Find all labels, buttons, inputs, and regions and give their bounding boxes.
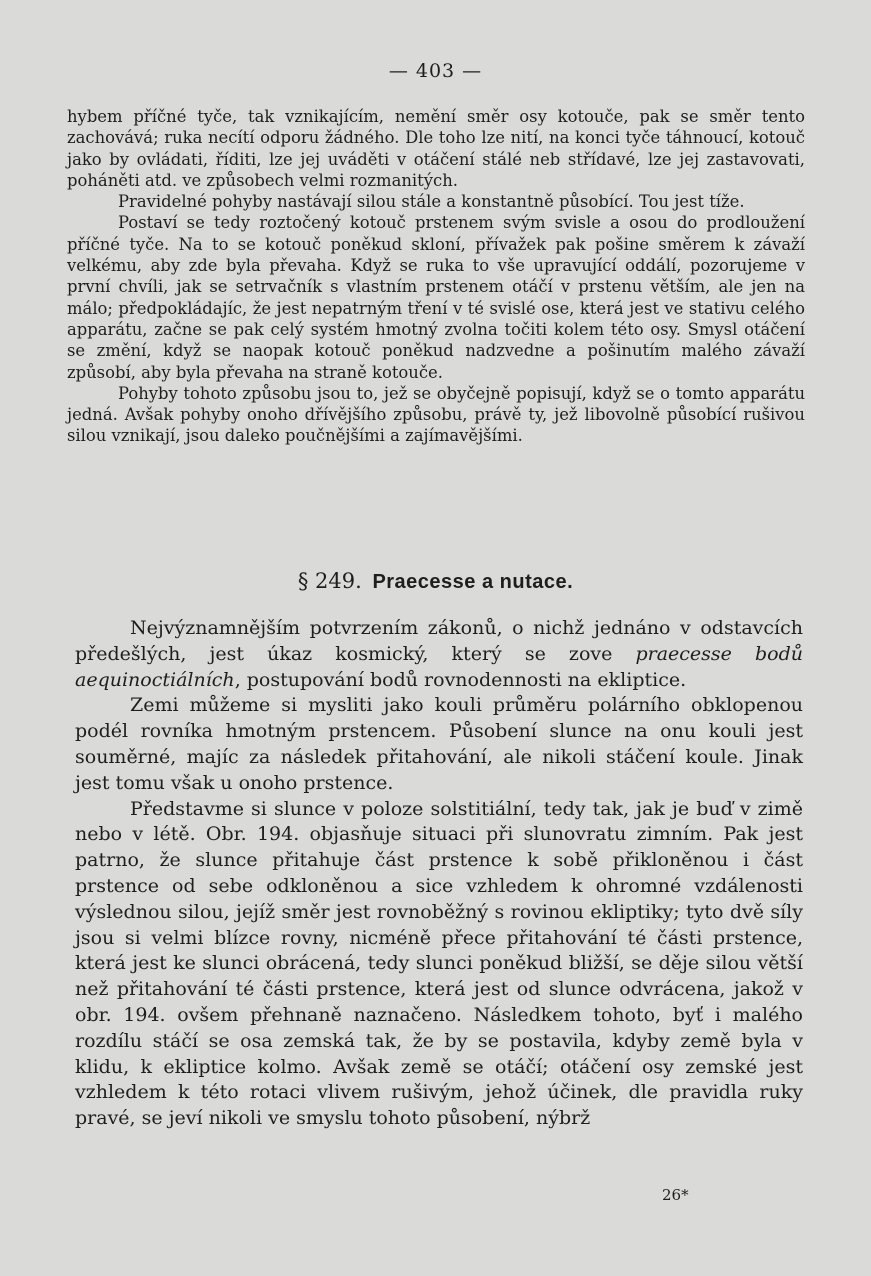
small-print-block xyxy=(67,106,805,447)
paragraph: Pohyby tohoto způsobu jsou to, jež se obyčejně popisují, když se o tomto apparátu jedná. Avšak pohyby onoho dřívějšího způsobu, právě ty, jež libovolně působící rušivou silou vznikají, jsou daleko poučnějšími a zajímavějšími. xyxy=(67,383,805,446)
text-run: , postupování bodů rovnodennosti na ekliptice. xyxy=(234,668,687,691)
paragraph: hybem příčné tyče, tak vznikajícím, nemění směr osy kotouče, pak se směr tento zachovává; ruka necítí odporu žádného. Dle toho lze nití, na konci tyče táhnoucí, kotouč jako by ovládati, říditi, lze jej uváděti v otáčení stálé neb střídavé, lze jej zastavovati, poháněti atd. ve způsobech velmi rozmanitých. xyxy=(67,107,805,190)
paragraph: Postaví se tedy roztočený kotouč prstenem svým svisle a osou do prodloužení příčné tyče. Na to se kotouč poněkud skloní, přívažek pak pošine směrem k závaží velkému, aby zde byla převaha. Když se ruka to vše upravující oddálí, pozorujeme v první chvíli, jak se setrvačník s vlastním prstenem otáčí v prstenu větším, ale jen na málo; předpokládajíc, že jest nepatrným tření v té svislé ose, která jest ve stativu celého apparátu, začne se pak celý systém hmotný zvolna točiti kolem této osy. Smysl otáčení se změní, když se naopak kotouč poněkud nadzvedne a pošinutím malého závaží způsobí, aby byla převaha na straně kotouče. xyxy=(67,213,805,382)
section-title: Praecesse a nutace. xyxy=(372,571,574,593)
page-number: — 403 — xyxy=(388,60,483,82)
section-number: § 249. xyxy=(297,569,362,593)
section-heading xyxy=(0,569,871,594)
paragraph: Zemi můžeme si mysliti jako kouli průměru polárního obklopenou podél rovníka hmotným prstencem. Působení slunce na onu kouli jest souměrné, majíc za následek přitahování, ale nikoli stáčení koule. Jinak jest tomu však u onoho prstence. xyxy=(75,694,803,794)
printer-signature: 26* xyxy=(662,1186,689,1204)
main-text-block xyxy=(75,616,803,1132)
paragraph: Představme si slunce v poloze solstitiální, tedy tak, jak je buď v zimě nebo v létě. Obr. 194. objasňuje situaci při slunovratu zimním. Pak jest patrno, že slunce přitahuje část prstence k sobě přikloněnou i část prstence od sebe odkloněnou a sice vzhledem k ohromné vzdálenosti výslednou silou, jejíž směr jest rovnoběžný s rovinou ekliptiky; tyto dvě síly jsou si velmi blízce rovny, nicméně přece přitahování té části prstence, která jest ke slunci obrácená, tedy slunci poněkud bližší, se děje silou větší než přitahování té části prstence, která jest od slunce odvrácena, jakož v obr. 194. ovšem přehnaně naznačeno. Následkem tohoto, byť i malého rozdílu stáčí se osa zemská tak, že by se postavila, kdyby země byla v klidu, k ekliptice kolmo. Avšak země se otáčí; otáčení osy zemské jest vzhledem k této rotaci vlivem rušivým, jehož účinek, dle pravidla ruky pravé, se jeví nikoli ve smyslu tohoto působení, nýbrž xyxy=(75,797,803,1130)
paragraph: Pravidelné pohyby nastávají silou stále a konstantně působící. Tou jest tíže. xyxy=(118,192,745,212)
italic-term: praecesse bodů aequinoctiálních xyxy=(75,642,803,691)
text-run: Nejvýznamnějším potvrzením zákonů, o nichž jednáno v odstavcích předešlých, jest úkaz kosmický, který se zove xyxy=(75,617,803,665)
paragraph xyxy=(75,616,803,693)
